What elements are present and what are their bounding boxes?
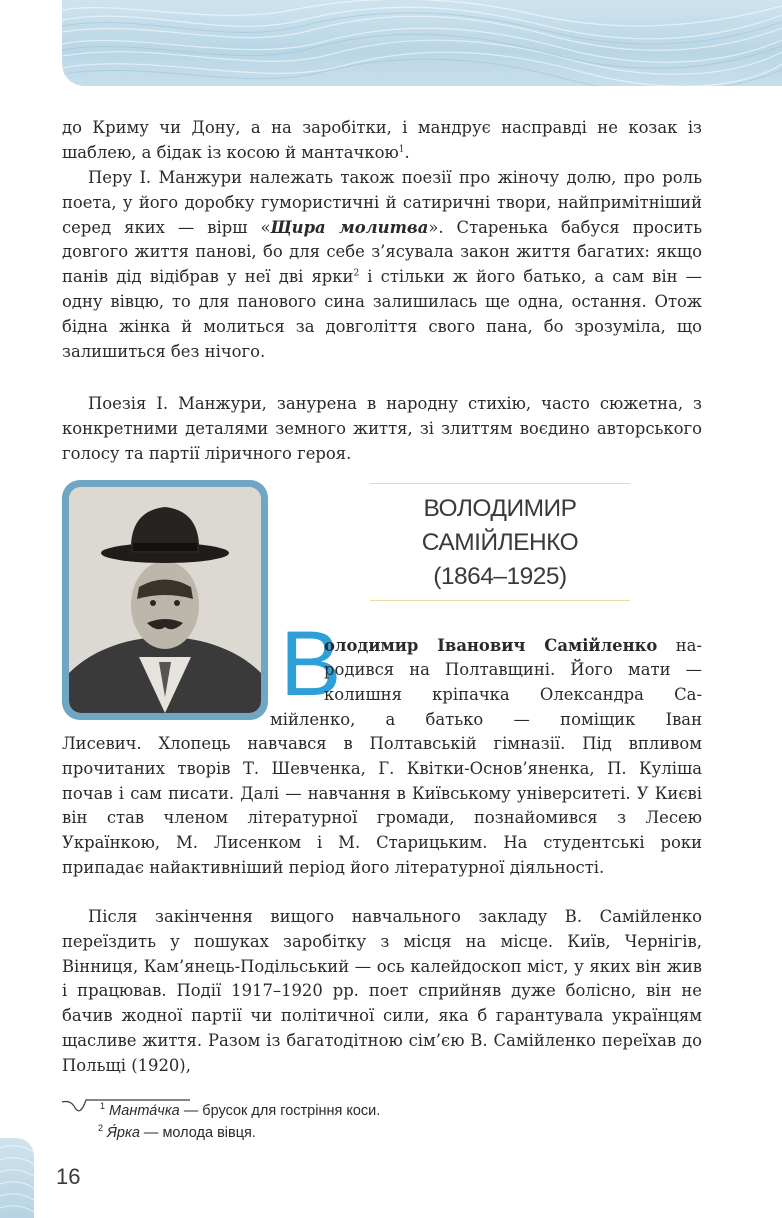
footnotes [98, 1100, 380, 1144]
bio-line: родився на Полтавщині. Його мати — [324, 660, 702, 679]
bio-line: мійленко, а батько — поміщик Іван [270, 710, 702, 729]
paragraph-manzhura-poems: Перу І. Манжури належать також поезії про жіночу долю, про роль поета, у його доробку гумористичні й сатиричні твори, найпримітніший серед яких — вірш «Щира молитва». Старенька бабуся просить довгого життя панові, бо для себе з’ясувала закон життя багатих: якщо панів дід відібрав у неї дві ярки$^2$ і стільки ж його батько, а сам він — одну вівцю, то для панового сина залишилась ще одна, остання. Отож бідна жінка й молиться за довголіття свого пана, бо зрозуміла, що залишиться без нічого. [62, 168, 702, 361]
paragraph-later-life: Після закінчення вищого навчального закладу В. Самійленко переїздить у пошуках заробітку з місця на місце. Київ, Чернігів, Вінниця, Кам’янець-Подільський — ось калейдоскоп міст, у яких він жив і працював. Події 1917–1920 рр. поет сприйняв дуже болісно, він не бачив жодної партії чи політичної сили, яка б гарантувала українцям щасливе життя. Разом із багатодітною сім’єю В. Самійленко переїхав до Польщі (1920), [62, 907, 702, 1075]
footnote-item: $^1$ Манта́чка — брусок для гостріння коси. [100, 1101, 381, 1119]
paragraph-biography: Лисевич. Хлопець навчався в Полтавській гімназії. Під впливом прочитаних творів Т. Шевченка, Г. Квітки-Основ’яненка, П. Куліша почав і сам писати. Далі — навчання в Київському університеті. У Києві він став членом літературної громади, познайомився з Лесею Українкою, М. Лисенком і М. Старицьким. На студентські роки припадає найактивніший період його літературної діяльності. [62, 734, 702, 877]
biography-heading [370, 483, 630, 601]
author-years: (1864–1925) [433, 563, 567, 590]
paragraph-continuation: до Криму чи Дону, а на заробітки, і мандрує насправді не козак із шаблею, а бідак із косою й мантачкою$^1$. [62, 118, 702, 162]
bio-line: олодимир Іванович Самійленко на- [324, 636, 702, 655]
author-last-name: САМІЙЛЕНКО [421, 529, 579, 556]
paragraph-manzhura-summary: Поезія І. Манжури, занурена в народну стихію, часто сюжетна, з конкретними деталями земного життя, зі злиттям воєдино авторського голосу та партії ліричного героя. [62, 394, 702, 463]
decorative-corner [0, 1138, 34, 1218]
page-number: 16 [56, 1164, 81, 1189]
footnote-item: $^2$ Я́рка — молода вівця. [98, 1123, 256, 1141]
portrait-frame [62, 480, 268, 720]
author-first-name: ВОЛОДИМИР [423, 495, 577, 522]
bio-line: колишня кріпачка Олександра Са- [324, 685, 702, 704]
portrait-photo [69, 487, 261, 713]
poem-title: Щира молитва [270, 217, 429, 237]
dropcap-letter: В [280, 613, 342, 715]
decorative-header-band [62, 0, 782, 86]
author-full-name: олодимир Іванович Самійленко [324, 636, 658, 655]
